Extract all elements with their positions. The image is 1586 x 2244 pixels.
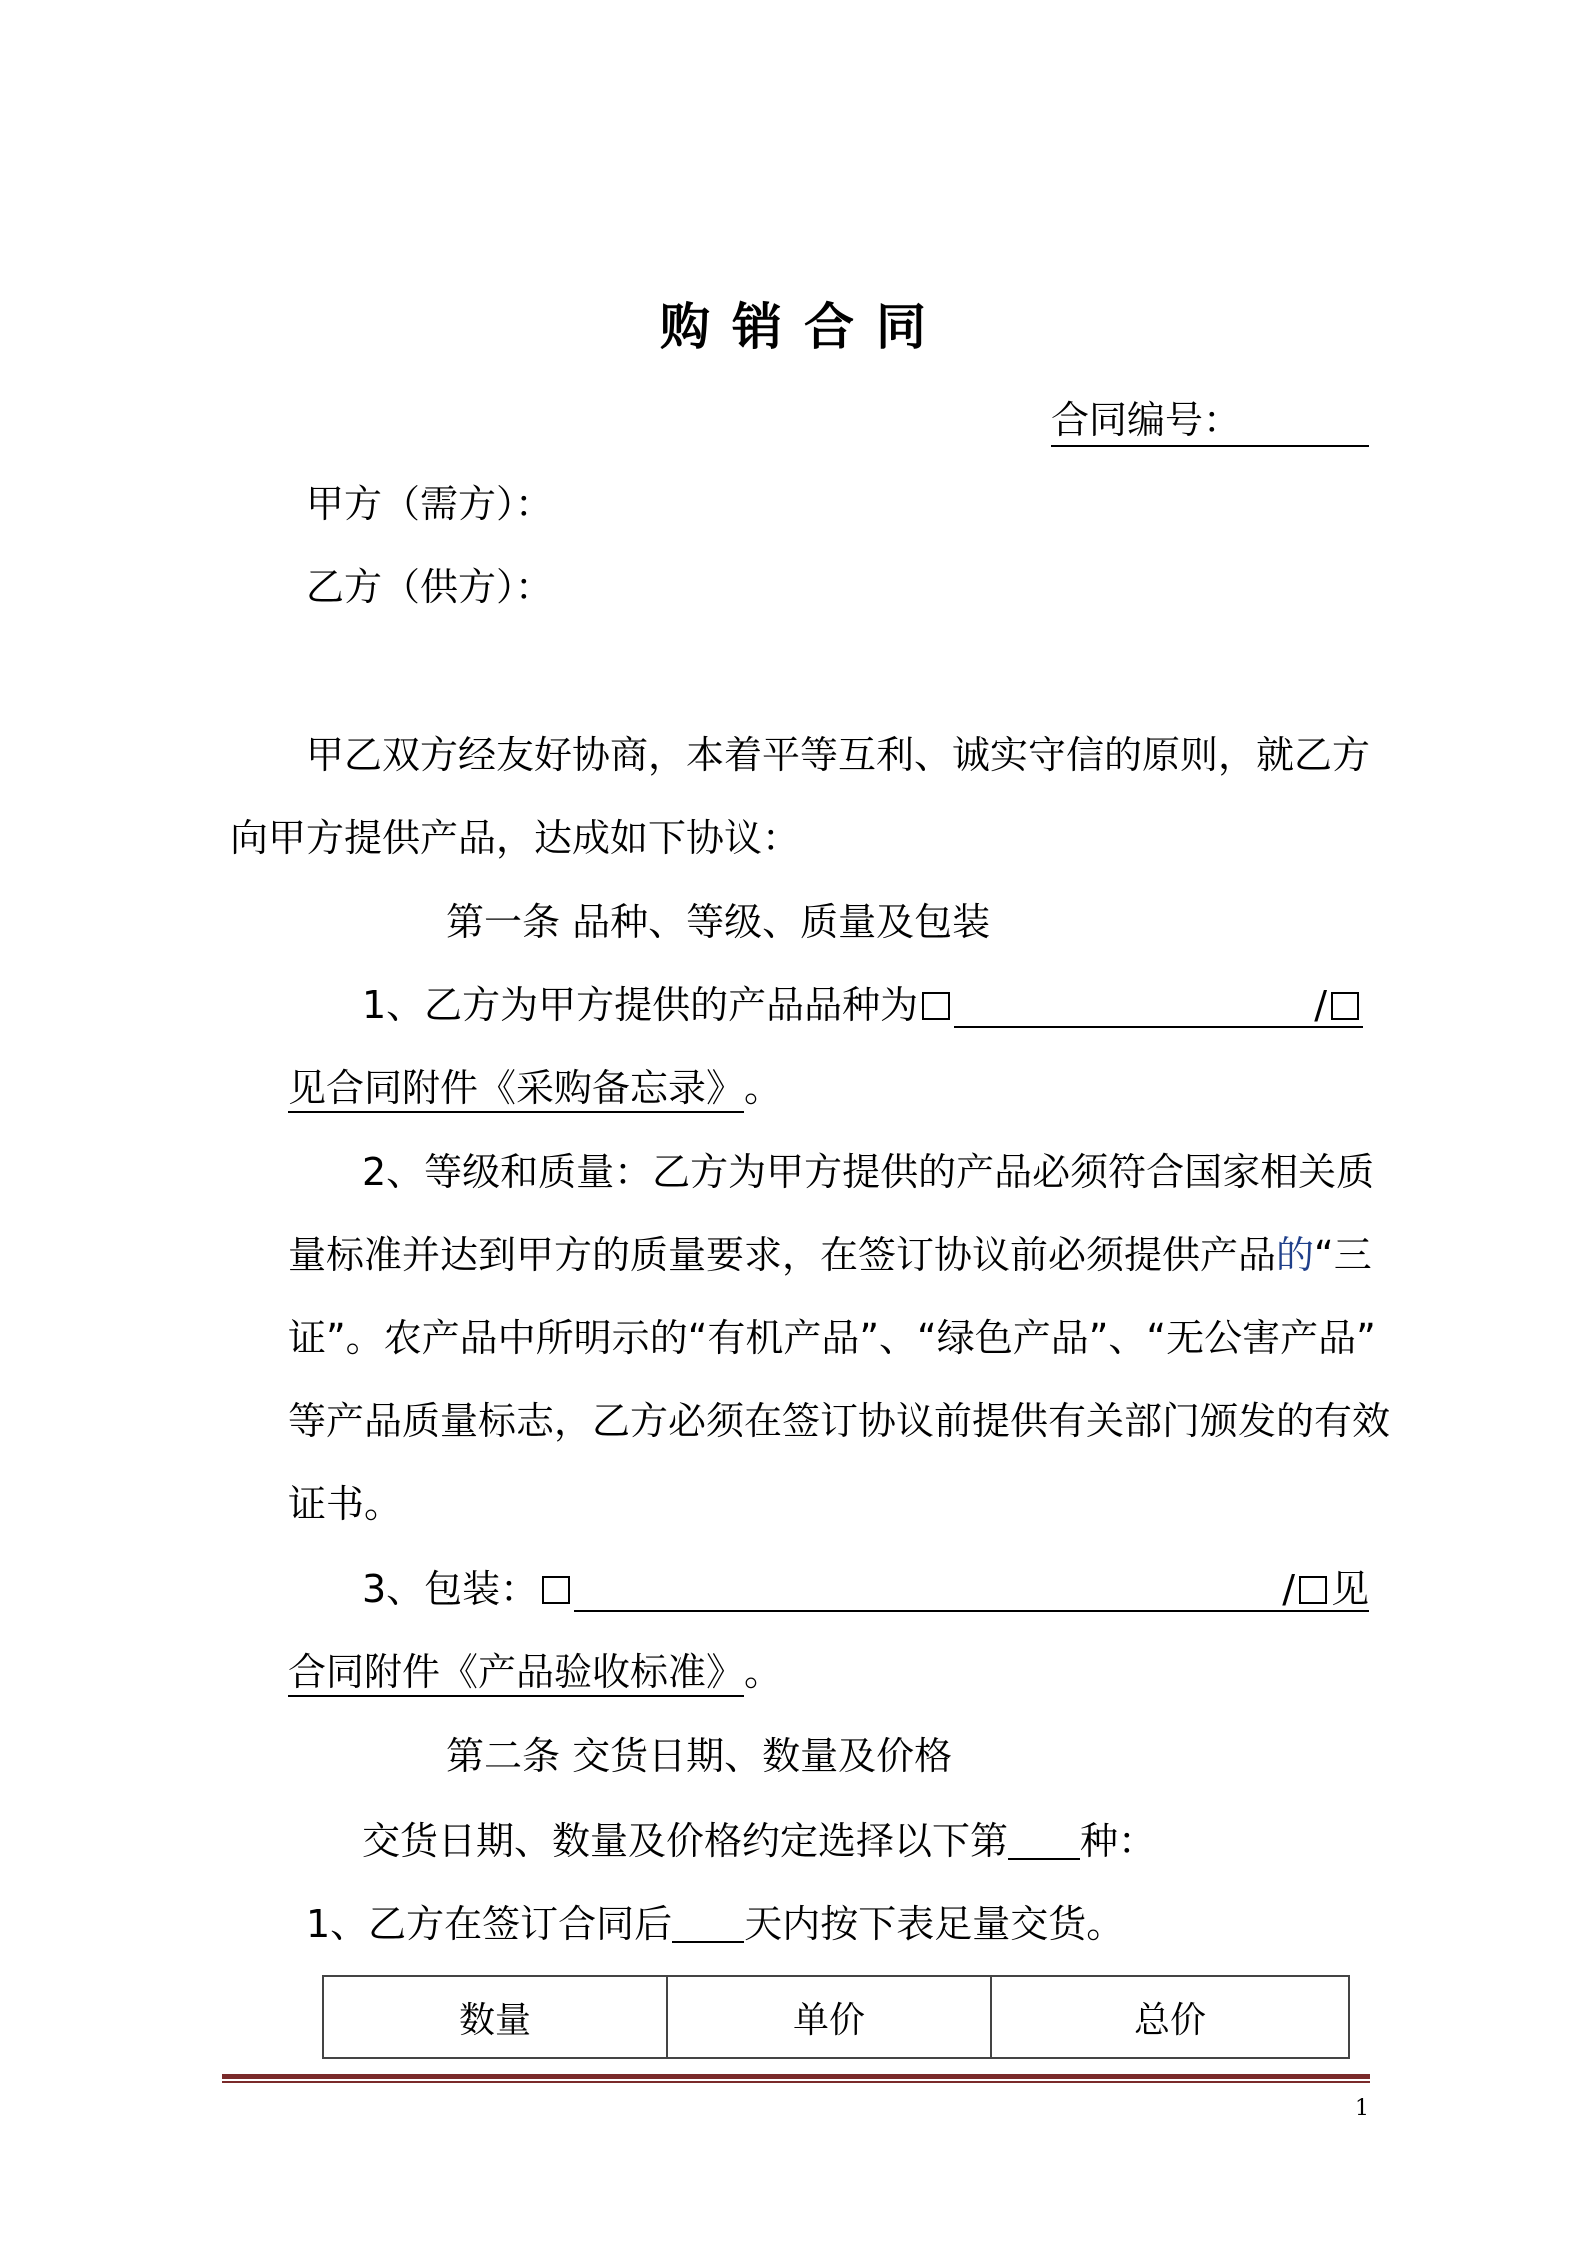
article-1-item-3-cont: [288, 1650, 783, 1697]
intro-line-1: 甲乙双方经友好协商，本着平等互利、诚实守信的原则，就乙方: [306, 733, 1371, 777]
item-1-prefix: 1、乙方在签订合同后: [306, 1902, 673, 1946]
item-2-line-1: 2、等级和质量：乙方为甲方提供的产品必须符合国家相关质: [362, 1150, 1375, 1194]
see-label: 见: [1331, 1567, 1370, 1611]
article-1-heading: 第一条 品种、等级、质量及包装: [446, 900, 991, 944]
choice-suffix: 种：: [1080, 1819, 1157, 1863]
packaging-blank[interactable]: [574, 1572, 1282, 1612]
checkbox-product-type[interactable]: [922, 992, 950, 1020]
item-2-line-3: 证”。农产品中所明示的“有机产品”、“绿色产品”、“无公害产品”: [288, 1316, 1376, 1360]
article-1-item-3: [362, 1567, 1370, 1612]
period: 。: [744, 1066, 783, 1110]
delivery-table: [322, 1975, 1350, 2059]
article-2-choice: [362, 1819, 1157, 1863]
table-header-row: [323, 1976, 1349, 2058]
article-2-heading: 第二条 交货日期、数量及价格: [446, 1734, 953, 1778]
party-b-label: 乙方（供方）：: [306, 565, 554, 609]
item-1-suffix: 天内按下表足量交货。: [744, 1902, 1125, 1946]
checkbox-see-appendix[interactable]: [1331, 992, 1359, 1020]
choice-number-blank[interactable]: [1008, 1820, 1080, 1860]
footer-rule: [222, 2074, 1370, 2079]
article-1-item-1: [362, 983, 1363, 1028]
intro-line-2: 向甲方提供产品，达成如下协议：: [230, 816, 801, 860]
item-2-line-4: 等产品质量标志，乙方必须在签订协议前提供有关部门颁发的有效: [288, 1399, 1391, 1443]
item-1-option-2: [1314, 983, 1363, 1028]
checkbox-packaging[interactable]: [542, 1576, 570, 1604]
item-2-line-2-de: 的: [1276, 1233, 1315, 1277]
delivery-days-blank[interactable]: [672, 1903, 744, 1943]
contract-number-row: [1051, 398, 1369, 447]
appendix-standard-ref: 合同附件《产品验收标准》: [288, 1653, 744, 1697]
item-1-text: 1、乙方为甲方提供的产品品种为: [362, 983, 919, 1027]
header-quantity: 数量: [323, 1976, 667, 2058]
item-2-line-5: 证书。: [288, 1482, 403, 1526]
footer-rule-thin: [222, 2081, 1370, 2083]
choice-text: 交货日期、数量及价格约定选择以下第: [362, 1819, 1009, 1863]
page-number: 1: [1355, 2096, 1369, 2121]
contract-number-label: 合同编号：: [1051, 401, 1369, 447]
header-total-price: 总价: [991, 1976, 1349, 2058]
item-3-text: 3、包装：: [362, 1567, 539, 1611]
item-2-line-2-text: 量标准并达到甲方的质量要求，在签订协议前必须提供产品: [288, 1233, 1277, 1277]
article-1-item-1-cont: [288, 1066, 783, 1113]
appendix-memo-ref: 见合同附件《采购备忘录》: [288, 1069, 744, 1113]
item-3-option-2: [1282, 1567, 1370, 1612]
item-2-line-2: [288, 1233, 1372, 1277]
product-type-blank[interactable]: [954, 988, 1314, 1028]
document-title: 购销合同: [660, 298, 948, 356]
slash-separator: /: [1314, 983, 1327, 1027]
slash-separator: /: [1282, 1567, 1295, 1611]
item-2-line-2-quote: “三: [1314, 1233, 1372, 1277]
period: 。: [744, 1650, 783, 1694]
article-2-item-1: [306, 1902, 1125, 1946]
checkbox-see-standard[interactable]: [1299, 1576, 1327, 1604]
party-a-label: 甲方（需方）：: [306, 482, 554, 526]
header-unit-price: 单价: [667, 1976, 991, 2058]
